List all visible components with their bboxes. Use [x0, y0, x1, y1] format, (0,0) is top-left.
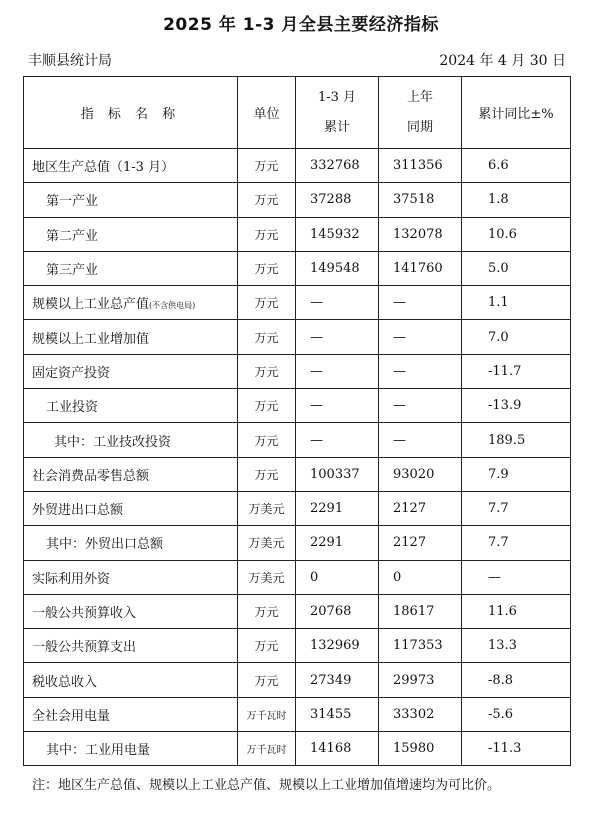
- indicator-name-text: 全社会用电量: [32, 708, 111, 724]
- current-value-cell: 0: [296, 560, 379, 594]
- footnote: 注：地区生产总值、规模以上工业总产值、规模以上工业增加值增速均为可比价。: [32, 778, 501, 793]
- header-current-bottom: 累计: [323, 119, 350, 135]
- header-prior: [379, 77, 462, 149]
- unit-cell: 万美元: [238, 491, 296, 525]
- unit-cell: 万元: [238, 457, 296, 491]
- prior-value-cell: 117353: [379, 629, 462, 663]
- indicator-name: [24, 217, 238, 251]
- indicator-name-text: 规模以上工业增加值: [32, 331, 150, 347]
- current-value-cell: —: [296, 286, 379, 320]
- table-row: [24, 732, 571, 766]
- prior-value-cell: 37518: [379, 183, 462, 217]
- yoy-change-cell: 11.6: [462, 594, 571, 628]
- prior-value-cell: —: [379, 286, 462, 320]
- prior-value-cell: 18617: [379, 594, 462, 628]
- yoy-change-cell: 5.0: [462, 251, 571, 285]
- indicator-name-text: 第一产业: [46, 194, 99, 210]
- indicator-name-text: 其中：工业用电量: [46, 743, 151, 759]
- indicator-name-text: 固定资产投资: [32, 365, 111, 381]
- unit-cell: 万元: [238, 629, 296, 663]
- indicator-name: [24, 320, 238, 354]
- yoy-change-cell: 7.0: [462, 320, 571, 354]
- indicator-name: [24, 354, 238, 388]
- table-row: [24, 286, 571, 320]
- header-yoy: 累计同比±%: [462, 77, 571, 149]
- table-row: [24, 423, 571, 457]
- yoy-change-cell: 7.7: [462, 491, 571, 525]
- indicator-name: [24, 629, 238, 663]
- current-value-cell: 132969: [296, 629, 379, 663]
- yoy-change-cell: 13.3: [462, 629, 571, 663]
- unit-cell: 万元: [238, 320, 296, 354]
- current-value-cell: 14168: [296, 732, 379, 766]
- table-row: [24, 491, 571, 525]
- yoy-change-cell: —: [462, 560, 571, 594]
- yoy-change-cell: 10.6: [462, 217, 571, 251]
- indicator-name-text: 第三产业: [46, 263, 99, 279]
- indicator-name-text: 一般公共预算收入: [32, 606, 137, 621]
- table-row: [24, 697, 571, 731]
- header-current-top: 1-3 月: [317, 89, 357, 105]
- prior-value-cell: 2127: [379, 526, 462, 560]
- unit-cell: 万元: [238, 286, 296, 320]
- indicator-name-text: 规模以上工业总产值: [32, 297, 150, 313]
- unit-cell: 万元: [238, 217, 296, 251]
- indicator-name-text: 工业投资: [46, 400, 99, 416]
- indicator-name: [24, 149, 238, 183]
- indicator-name: [24, 389, 238, 423]
- current-value-cell: —: [296, 423, 379, 457]
- indicator-name-text: 一般公共预算支出: [32, 640, 137, 656]
- prior-value-cell: 15980: [379, 732, 462, 766]
- indicator-name: [24, 423, 238, 457]
- yoy-change-cell: -5.6: [462, 697, 571, 731]
- unit-cell: 万元: [238, 354, 296, 388]
- current-value-cell: —: [296, 320, 379, 354]
- table-header: [24, 77, 571, 149]
- table-row: [24, 457, 571, 491]
- current-value-cell: 20768: [296, 594, 379, 628]
- header-prior-bottom: 同期: [406, 119, 433, 135]
- current-value-cell: 37288: [296, 183, 379, 217]
- current-value-cell: 2291: [296, 491, 379, 525]
- table-row: [24, 217, 571, 251]
- table-row: [24, 629, 571, 663]
- indicator-name-text: 实际利用外资: [32, 571, 111, 587]
- current-value-cell: —: [296, 389, 379, 423]
- header-unit: 单位: [238, 77, 296, 149]
- table-row: [24, 526, 571, 560]
- unit-cell: 万千瓦时: [238, 732, 296, 766]
- unit-cell: 万美元: [238, 560, 296, 594]
- current-value-cell: 100337: [296, 457, 379, 491]
- yoy-change-cell: -11.7: [462, 354, 571, 388]
- current-value-cell: 31455: [296, 697, 379, 731]
- prior-value-cell: 141760: [379, 251, 462, 285]
- indicator-name: [24, 560, 238, 594]
- economic-indicators-table: [23, 76, 571, 766]
- unit-cell: 万元: [238, 251, 296, 285]
- yoy-change-cell: 7.7: [462, 526, 571, 560]
- prior-value-cell: 93020: [379, 457, 462, 491]
- unit-cell: 万千瓦时: [238, 697, 296, 731]
- current-value-cell: 27349: [296, 663, 379, 697]
- indicator-name: [24, 663, 238, 697]
- table-row: [24, 389, 571, 423]
- unit-cell: 万元: [238, 183, 296, 217]
- yoy-change-cell: 189.5: [462, 423, 571, 457]
- table-row: [24, 560, 571, 594]
- indicator-name: [24, 697, 238, 731]
- unit-cell: 万元: [238, 594, 296, 628]
- prior-value-cell: —: [379, 320, 462, 354]
- unit-cell: 万元: [238, 423, 296, 457]
- prior-value-cell: 33302: [379, 697, 462, 731]
- yoy-change-cell: 1.8: [462, 183, 571, 217]
- yoy-change-cell: 1.1: [462, 286, 571, 320]
- unit-cell: 万元: [238, 663, 296, 697]
- prior-value-cell: 132078: [379, 217, 462, 251]
- table-row: [24, 251, 571, 285]
- prior-value-cell: —: [379, 389, 462, 423]
- current-value-cell: 145932: [296, 217, 379, 251]
- indicator-name: [24, 732, 238, 766]
- indicator-note: (不含供电局): [149, 301, 196, 311]
- table-row: [24, 663, 571, 697]
- header-indicator: 指 标 名 称: [24, 77, 238, 149]
- table-row: [24, 149, 571, 183]
- current-value-cell: 2291: [296, 526, 379, 560]
- indicator-name: [24, 183, 238, 217]
- indicator-name: [24, 526, 238, 560]
- table-row: [24, 320, 571, 354]
- yoy-change-cell: -13.9: [462, 389, 571, 423]
- indicator-name-text: 外贸进出口总额: [32, 503, 124, 519]
- indicator-name-text: 地区生产总值（1-3 月）: [32, 160, 175, 176]
- current-value-cell: 332768: [296, 149, 379, 183]
- table-row: [24, 183, 571, 217]
- unit-cell: 万元: [238, 389, 296, 423]
- yoy-change-cell: 6.6: [462, 149, 571, 183]
- table-row: [24, 354, 571, 388]
- unit-cell: 万美元: [238, 526, 296, 560]
- table-body: [24, 149, 571, 766]
- indicator-name: [24, 457, 238, 491]
- issue-date: 2024 年 4 月 30 日: [439, 53, 566, 69]
- prior-value-cell: 2127: [379, 491, 462, 525]
- prior-value-cell: —: [379, 423, 462, 457]
- table-row: [24, 594, 571, 628]
- current-value-cell: —: [296, 354, 379, 388]
- indicator-name: [24, 491, 238, 525]
- yoy-change-cell: -11.3: [462, 732, 571, 766]
- header-prior-top: 上年: [406, 89, 433, 105]
- prior-value-cell: 29973: [379, 663, 462, 697]
- current-value-cell: 149548: [296, 251, 379, 285]
- prior-value-cell: —: [379, 354, 462, 388]
- indicator-name-text: 税收总收入: [32, 674, 98, 690]
- prior-value-cell: 311356: [379, 149, 462, 183]
- issuing-organization: 丰顺县统计局: [28, 53, 112, 69]
- header-current: [296, 77, 379, 149]
- indicator-name-text: 其中：工业技改投资: [54, 434, 172, 450]
- yoy-change-cell: -8.8: [462, 663, 571, 697]
- indicator-name-text: 第二产业: [46, 228, 99, 244]
- indicator-name: [24, 251, 238, 285]
- page-title: 2025 年 1-3 月全县主要经济指标: [163, 15, 439, 35]
- indicator-name-text: 其中：外贸出口总额: [46, 537, 164, 553]
- indicator-name: [24, 286, 238, 320]
- yoy-change-cell: 7.9: [462, 457, 571, 491]
- indicator-name-text: 社会消费品零售总额: [32, 468, 150, 484]
- indicator-name: [24, 594, 238, 628]
- unit-cell: 万元: [238, 149, 296, 183]
- prior-value-cell: 0: [379, 560, 462, 594]
